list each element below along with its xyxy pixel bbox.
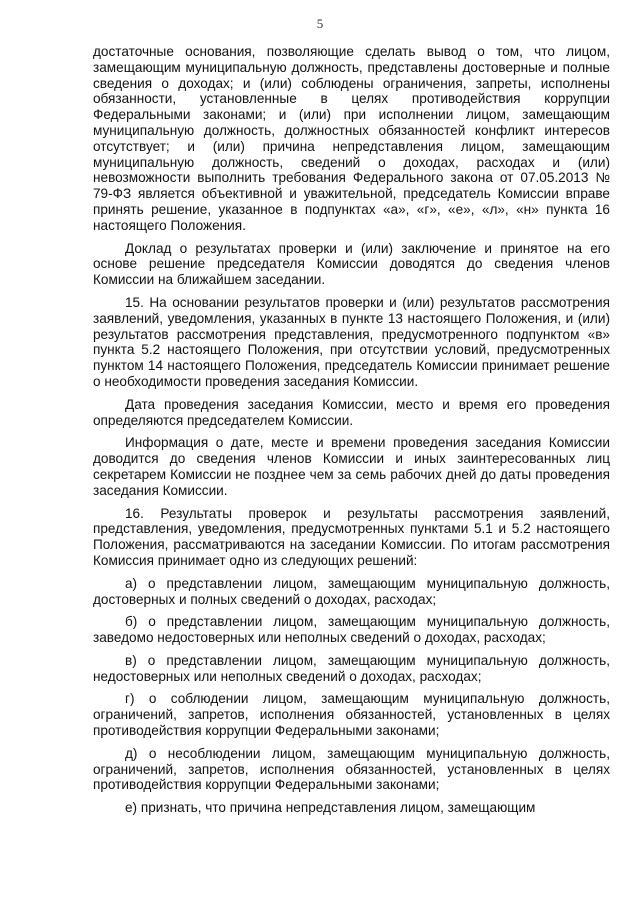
paragraph-continuation: достаточные основания, позволяющие сделать вывод о том, что лицом, замещающим муниципальную должность, представлены достоверные и полные сведения о доходах; и (или) соблюдены ограничения, запреты, исполнены обязанности, установленные в целях противодействия коррупции Федеральными законами; и (или) при исполнении лицом, замещающим муниципальную должность, должностных обязанностей конфликт интересов отсутствует; и (или) причина непредставления лицом, замещающим муниципальную должность, сведений о доходах, расходах и (или) невозможности выполнить требования Федерального закона от 07.05.2013 № 79-ФЗ является объективной и уважительной, председатель Комиссии вправе принять решение, указанное в подпунктах «а», «г», «е», «л», «н» пункта 16 настоящего Положения. [93,44,610,233]
page-number: 5 [316,16,324,31]
paragraph-item-16: 16. Результаты проверок и результаты рассмотрения заявлений, представления, уведомления, предусмотренных пунктами 5.1 и 5.2 настоящего Положения, рассматриваются на заседании Комиссии. По итогам рассмотрения Комиссия принимает одно из следующих решений: [93,505,610,568]
paragraph-meeting-info: Информация о дате, месте и времени проведения заседания Комиссии доводится до сведения членов Комиссии и иных заинтересованных лиц секретарем Комиссии не позднее чем за семь рабочих дней до даты проведения заседания Комиссии. [93,435,610,498]
document-body [93,44,610,823]
subitem-b: б) о представлении лицом, замещающим муниципальную должность, заведомо недостоверных или неполных сведений о доходах, расходах; [93,614,610,646]
paragraph-report: Доклад о результатах проверки и (или) заключение и принятое на его основе решение председателя Комиссии доводятся до сведения членов Комиссии на ближайшем заседании. [93,240,610,288]
subitem-e: е) признать, что причина непредставления лицом, замещающим [125,800,536,816]
paragraph-item-15: 15. На основании результатов проверки и (или) результатов рассмотрения заявлений, уведомления, указанных в пункте 13 настоящего Положения, и (или) результатов рассмотрения представления, предусмотренного подпунктом «в» пункта 5.2 настоящего Положения, при отсутствии условий, предусмотренных пунктом 14 настоящего Положения, председатель Комиссии принимает решение о необходимости проведения заседания Комиссии. [93,294,610,389]
paragraph-meeting-date: Дата проведения заседания Комиссии, место и время его проведения определяются председателем Комиссии. [93,396,610,428]
subitem-d: д) о несоблюдении лицом, замещающим муниципальную должность, ограничений, запретов, исполнения обязанностей, установленных в целях противодействия коррупции Федеральными законами; [93,745,610,793]
subitem-g: г) о соблюдении лицом, замещающим муниципальную должность, ограничений, запретов, исполнения обязанностей, установленных в целях противодействия коррупции Федеральными законами; [93,691,610,739]
subitem-v: в) о представлении лицом, замещающим муниципальную должность, недостоверных или неполных сведений о доходах, расходах; [93,652,610,684]
subitem-a: а) о представлении лицом, замещающим муниципальную должность, достоверных и полных сведений о доходах, расходах; [93,575,610,607]
